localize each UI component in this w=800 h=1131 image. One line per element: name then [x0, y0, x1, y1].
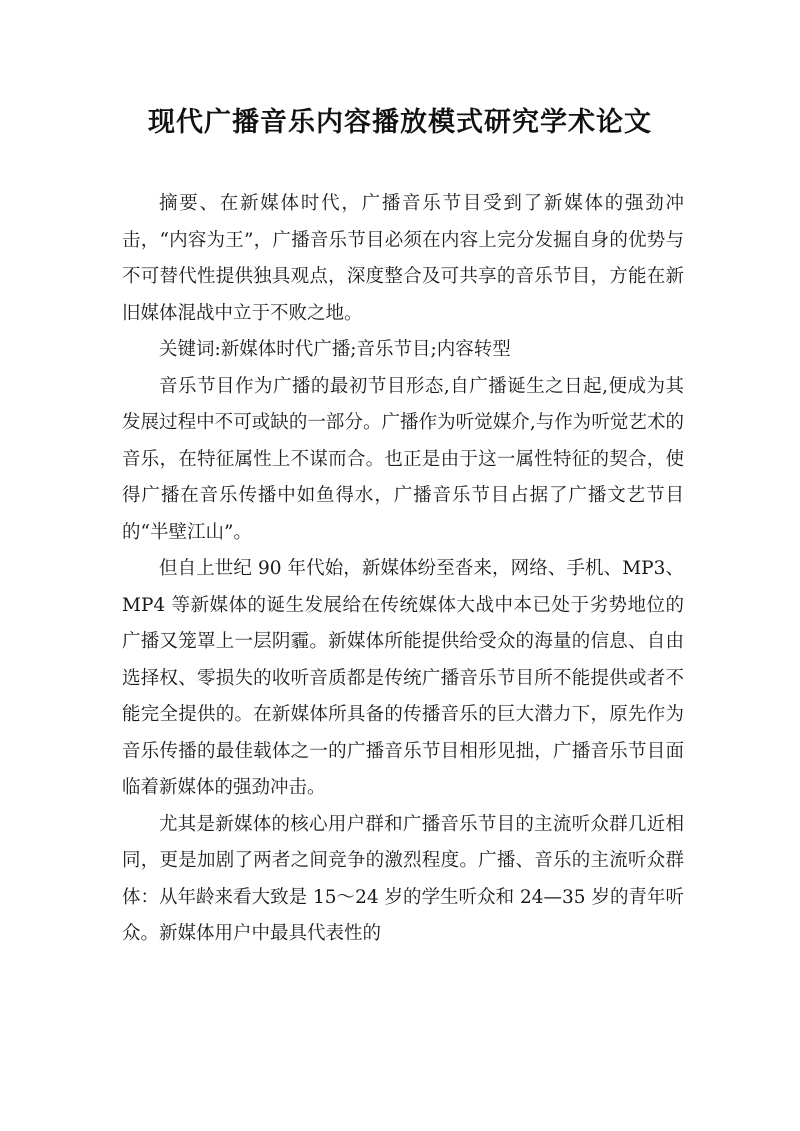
- body-paragraph: 但自上世纪 90 年代始，新媒体纷至沓来，网络、手机、MP3、MP4 等新媒体的诞生发展给在传统媒体大战中本已处于劣势地位的广播又笼罩上一层阴霾。新媒体所能提供给受众的海量的信息、自由选择权、零损失的收听音质都是传统广播音乐节目所不能提供或者不能完全提供的。在新媒体所具备的传播音乐的巨大潜力下，原先作为音乐传播的最佳载体之一的广播音乐节目相形见拙，广播音乐节目面临着新媒体的强劲冲击。: [122, 558, 684, 798]
- body-paragraph: 尤其是新媒体的核心用户群和广播音乐节目的主流听众群几近相同，更是加剧了两者之间竞争的激烈程度。广播、音乐的主流听众群体：从年龄来看大致是 15～24 岁的学生听众和 24—35 岁的青年听众。新媒体用户中最具代表性的: [122, 813, 684, 944]
- abstract-paragraph: 摘要、在新媒体时代，广播音乐节目受到了新媒体的强劲冲击，“内容为王”，广播音乐节目必须在内容上完分发掘自身的优势与不可替代性提供独具观点，深度整合及可共享的音乐节目，方能在新旧媒体混战中立于不败之地。: [122, 193, 684, 324]
- body-paragraph: 音乐节目作为广播的最初节目形态,自广播诞生之日起,便成为其发展过程中不可或缺的一部分。广播作为听觉媒介,与作为听觉艺术的音乐，在特征属性上不谋而合。也正是由于这一属性特征的契合，使得广播在音乐传播中如鱼得水，广播音乐节目占据了广播文艺节目的“半壁江山”。: [122, 375, 684, 543]
- document-title: 现代广播音乐内容播放模式研究学术论文: [148, 107, 652, 138]
- document-body: [122, 186, 684, 953]
- keywords-paragraph: 关键词:新媒体时代广播;音乐节目;内容转型: [159, 339, 511, 360]
